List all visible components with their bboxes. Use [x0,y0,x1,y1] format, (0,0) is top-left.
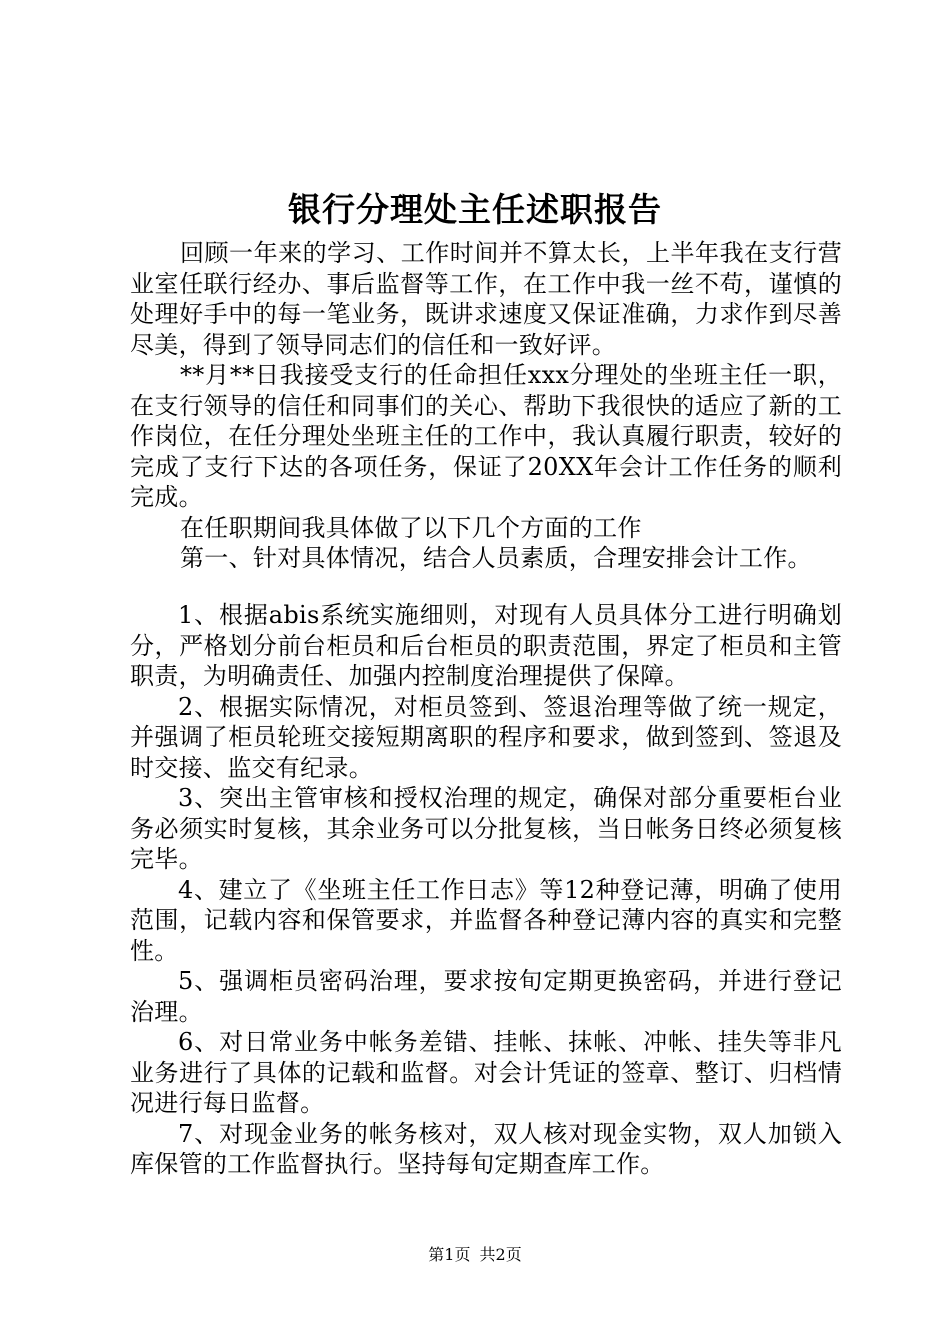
paragraph-review: 回顾一年来的学习、工作时间并不算太长，上半年我在支行营业室任联行经办、事后监督等工作，在工作中我一丝不苟，谨慎的处理好手中的每一笔业务，既讲求速度又保证准确，力求作到尽善尽美，得到了领导同志们的信任和一致好评。 [130,239,842,359]
list-item-5: 5、强调柜员密码治理，要求按旬定期更换密码，并进行登记治理。 [130,967,842,1026]
list-item-2: 2、根据实际情况，对柜员签到、签退治理等做了统一规定，并强调了柜员轮班交接短期离职的程序和要求，做到签到、签退及时交接、监交有纪录。 [130,692,842,782]
paragraph-appointment: **月**日我接受支行的任命担任xxx分理处的坐班主任一职，在支行领导的信任和同事们的关心、帮助下我很快的适应了新的工作岗位，在任分理处坐班主任的工作中，我认真履行职责，较好的完成了支行下达的各项任务，保证了20XX年会计工作任务的顺利完成。 [130,361,842,511]
page-total: 共2页 [479,1245,522,1264]
document-title: 银行分理处主任述职报告 [288,190,662,229]
list-item-3: 3、突出主管审核和授权治理的规定，确保对部分重要柜台业务必须实时复核，其余业务可以分批复核，当日帐务日终必须复核完毕。 [130,784,842,873]
section-heading-first: 第一、针对具体情况，结合人员素质，合理安排会计工作。 [180,544,812,572]
list-item-6: 6、对日常业务中帐务差错、挂帐、抹帐、冲帐、挂失等非凡业务进行了具体的记载和监督。对会计凭证的签章、整订、归档情况进行每日监督。 [130,1028,842,1117]
paragraph-work-intro: 在任职期间我具体做了以下几个方面的工作 [180,513,642,542]
page-number: 第1页 [428,1245,471,1264]
page-footer [0,1244,950,1266]
list-item-7: 7、对现金业务的帐务核对，双人核对现金实物，双人加锁入库保管的工作监督执行。坚持每旬定期查库工作。 [130,1119,842,1178]
intro-section [130,238,842,574]
list-item-4: 4、建立了《坐班主任工作日志》等12种登记薄，明确了使用范围，记载内容和保管要求，并监督各种登记薄内容的真实和完整性。 [130,875,842,965]
work-items-list [130,600,842,1180]
list-item-1: 1、根据abis系统实施细则，对现有人员具体分工进行明确划分，严格划分前台柜员和后台柜员的职责范围，界定了柜员和主管职责，为明确责任、加强内控制度治理提供了保障。 [130,601,842,690]
